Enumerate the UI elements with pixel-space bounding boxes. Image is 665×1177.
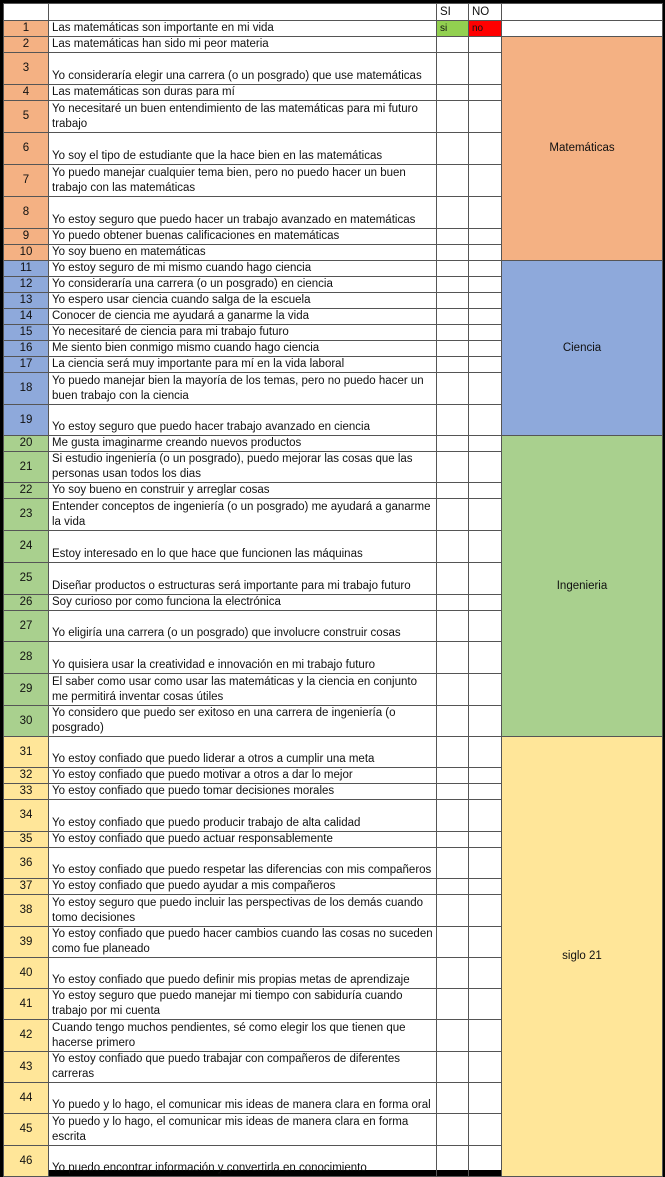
si-cell[interactable] <box>437 197 469 229</box>
item-number: 43 <box>4 1052 49 1083</box>
item-number: 3 <box>4 53 49 85</box>
item-number: 22 <box>4 483 49 499</box>
item-statement: Yo estoy seguro que puedo manejar mi tiempo con sabiduría cuando trabajo por mi cuenta <box>49 989 437 1020</box>
item-statement: Me gusta imaginarme creando nuevos productos <box>49 436 437 452</box>
no-cell[interactable] <box>469 784 502 800</box>
item-statement: Yo consideraría elegir una carrera (o un posgrado) que use matemáticas <box>49 53 437 85</box>
item-statement: Yo estoy confiado que puedo respetar las diferencias con mis compañeros <box>49 848 437 879</box>
category-ing: Ingenieria <box>502 436 663 737</box>
no-cell[interactable] <box>469 737 502 768</box>
item-number: 44 <box>4 1083 49 1114</box>
item-number: 2 <box>4 37 49 53</box>
no-cell[interactable] <box>469 499 502 531</box>
item-statement: Yo estoy confiado que puedo hacer cambios cuando las cosas no suceden como fue planeado <box>49 927 437 958</box>
no-cell[interactable] <box>469 611 502 642</box>
item-statement: Yo estoy confiado que puedo tomar decisiones morales <box>49 784 437 800</box>
item-statement: Yo puedo manejar cualquier tema bien, pero no puedo hacer un buen trabajo con las matemáticas <box>49 165 437 197</box>
no-cell[interactable] <box>469 1114 502 1146</box>
no-cell[interactable] <box>469 293 502 309</box>
table-row <box>4 21 663 37</box>
no-cell[interactable] <box>469 277 502 293</box>
item-number: 21 <box>4 452 49 483</box>
item-statement: Cuando tengo muchos pendientes, sé como elegir los que tienen que hacerse primero <box>49 1020 437 1052</box>
si-cell[interactable] <box>437 341 469 357</box>
item-statement: Entender conceptos de ingeniería (o un posgrado) me ayudará a ganarme la vida <box>49 499 437 531</box>
item-number: 12 <box>4 277 49 293</box>
si-cell[interactable] <box>437 706 469 737</box>
item-statement: Yo estoy confiado que puedo trabajar con compañeros de diferentes carreras <box>49 1052 437 1083</box>
si-cell[interactable] <box>437 800 469 832</box>
item-statement: Yo estoy confiado que puedo liderar a otros a cumplir una meta <box>49 737 437 768</box>
item-statement: Yo puedo y lo hago, el comunicar mis ideas de manera clara en forma oral <box>49 1083 437 1114</box>
category-mat: Matemáticas <box>502 37 663 261</box>
item-statement: Yo estoy confiado que puedo definir mis propias metas de aprendizaje <box>49 958 437 989</box>
no-cell[interactable] <box>469 452 502 483</box>
item-statement: La ciencia será muy importante para mí en la vida laboral <box>49 357 437 373</box>
item-number: 39 <box>4 927 49 958</box>
no-cell[interactable] <box>469 133 502 165</box>
si-cell[interactable] <box>437 832 469 848</box>
item-statement: Soy curioso por como funciona la electrónica <box>49 595 437 611</box>
item-number: 7 <box>4 165 49 197</box>
si-cell[interactable] <box>437 768 469 784</box>
item-number: 19 <box>4 405 49 436</box>
item-number: 29 <box>4 674 49 706</box>
si-cell[interactable] <box>437 133 469 165</box>
item-statement: Yo estoy seguro de mi mismo cuando hago ciencia <box>49 261 437 277</box>
item-statement: Yo estoy seguro que puedo hacer trabajo avanzado en ciencia <box>49 405 437 436</box>
si-cell[interactable] <box>437 989 469 1020</box>
si-cell[interactable] <box>437 895 469 927</box>
no-cell[interactable] <box>469 245 502 261</box>
item-number: 40 <box>4 958 49 989</box>
table-row <box>4 436 663 452</box>
item-statement: Yo necesitaré un buen entendimiento de las matemáticas para mi futuro trabajo <box>49 101 437 133</box>
no-cell[interactable] <box>469 85 502 101</box>
si-cell[interactable] <box>437 452 469 483</box>
no-cell[interactable] <box>469 1052 502 1083</box>
item-number: 11 <box>4 261 49 277</box>
item-statement: Las matemáticas son duras para mí <box>49 85 437 101</box>
no-cell[interactable] <box>469 53 502 85</box>
item-statement: Yo puedo encontrar información y convertirla en conocimiento <box>49 1146 437 1177</box>
si-header: SI <box>437 4 469 21</box>
si-cell[interactable] <box>437 229 469 245</box>
si-cell[interactable] <box>437 611 469 642</box>
si-cell[interactable] <box>437 674 469 706</box>
si-cell[interactable] <box>437 848 469 879</box>
item-statement: Si estudio ingeniería (o un posgrado), puedo mejorar las cosas que las personas usan todos los dias <box>49 452 437 483</box>
item-number: 17 <box>4 357 49 373</box>
survey-table <box>3 3 663 1177</box>
no-cell[interactable] <box>469 341 502 357</box>
si-cell[interactable] <box>437 101 469 133</box>
item-number: 27 <box>4 611 49 642</box>
no-cell[interactable] <box>469 595 502 611</box>
item-statement: Las matemáticas han sido mi peor materia <box>49 37 437 53</box>
item-number: 41 <box>4 989 49 1020</box>
no-cell[interactable] <box>469 373 502 405</box>
si-cell[interactable] <box>437 499 469 531</box>
item-number: 6 <box>4 133 49 165</box>
no-cell[interactable] <box>469 357 502 373</box>
si-cell[interactable] <box>437 37 469 53</box>
item-number: 45 <box>4 1114 49 1146</box>
no-cell[interactable] <box>469 642 502 674</box>
header-row <box>4 4 663 21</box>
item-statement: Yo estoy confiado que puedo actuar responsablemente <box>49 832 437 848</box>
si-cell[interactable]: si <box>437 21 469 37</box>
item-number: 13 <box>4 293 49 309</box>
si-cell[interactable] <box>437 595 469 611</box>
no-cell[interactable] <box>469 563 502 595</box>
si-cell[interactable] <box>437 879 469 895</box>
no-cell[interactable] <box>469 989 502 1020</box>
si-cell[interactable] <box>437 261 469 277</box>
si-cell[interactable] <box>437 165 469 197</box>
no-cell[interactable] <box>469 325 502 341</box>
si-cell[interactable] <box>437 373 469 405</box>
header-blank <box>49 4 437 21</box>
no-cell[interactable] <box>469 879 502 895</box>
item-statement: Yo puedo manejar bien la mayoría de los temas, pero no puedo hacer un buen trabajo con la ciencia <box>49 373 437 405</box>
item-number: 5 <box>4 101 49 133</box>
item-statement: Yo estoy seguro que puedo hacer un trabajo avanzado en matemáticas <box>49 197 437 229</box>
si-cell[interactable] <box>437 737 469 768</box>
item-statement: El saber como usar como usar las matemáticas y la ciencia en conjunto me permitirá inventar cosas útiles <box>49 674 437 706</box>
table-row <box>4 261 663 277</box>
item-number: 8 <box>4 197 49 229</box>
table-row <box>4 37 663 53</box>
no-cell[interactable] <box>469 895 502 927</box>
item-statement: Estoy interesado en lo que hace que funcionen las máquinas <box>49 531 437 563</box>
no-cell[interactable] <box>469 436 502 452</box>
item-statement: Yo consideraría una carrera (o un posgrado) en ciencia <box>49 277 437 293</box>
item-number: 26 <box>4 595 49 611</box>
category-cie: Ciencia <box>502 261 663 436</box>
si-cell[interactable] <box>437 1020 469 1052</box>
si-cell[interactable] <box>437 563 469 595</box>
no-cell[interactable] <box>469 261 502 277</box>
item-statement: Yo soy bueno en construir y arreglar cosas <box>49 483 437 499</box>
si-cell[interactable] <box>437 1114 469 1146</box>
no-cell[interactable] <box>469 1083 502 1114</box>
table-row <box>4 737 663 768</box>
header-blank <box>502 4 663 21</box>
si-cell[interactable] <box>437 436 469 452</box>
item-statement: Me siento bien conmigo mismo cuando hago ciencia <box>49 341 437 357</box>
no-cell[interactable] <box>469 927 502 958</box>
no-cell[interactable] <box>469 483 502 499</box>
no-cell[interactable] <box>469 229 502 245</box>
si-cell[interactable] <box>437 85 469 101</box>
no-cell[interactable]: no <box>469 21 502 37</box>
item-number: 35 <box>4 832 49 848</box>
item-statement: Yo soy el tipo de estudiante que la hace bien en las matemáticas <box>49 133 437 165</box>
no-cell[interactable] <box>469 165 502 197</box>
item-statement: Yo puedo y lo hago, el comunicar mis ideas de manera clara en forma escrita <box>49 1114 437 1146</box>
si-cell[interactable] <box>437 1083 469 1114</box>
no-cell[interactable] <box>469 706 502 737</box>
si-cell[interactable] <box>437 1146 469 1177</box>
si-cell[interactable] <box>437 531 469 563</box>
no-cell[interactable] <box>469 674 502 706</box>
item-statement: Yo espero usar ciencia cuando salga de la escuela <box>49 293 437 309</box>
header-blank <box>4 4 49 21</box>
no-cell[interactable] <box>469 197 502 229</box>
item-number: 37 <box>4 879 49 895</box>
item-number: 36 <box>4 848 49 879</box>
item-number: 25 <box>4 563 49 595</box>
si-cell[interactable] <box>437 357 469 373</box>
no-cell[interactable] <box>469 531 502 563</box>
item-statement: Las matemáticas son importante en mi vida <box>49 21 437 37</box>
si-cell[interactable] <box>437 642 469 674</box>
item-statement: Yo considero que puedo ser exitoso en una carrera de ingeniería (o posgrado) <box>49 706 437 737</box>
item-statement: Yo eligiría una carrera (o un posgrado) que involucre construir cosas <box>49 611 437 642</box>
si-cell[interactable] <box>437 405 469 436</box>
si-cell[interactable] <box>437 483 469 499</box>
item-number: 10 <box>4 245 49 261</box>
item-number: 30 <box>4 706 49 737</box>
no-cell[interactable] <box>469 800 502 832</box>
no-cell[interactable] <box>469 848 502 879</box>
no-cell[interactable] <box>469 37 502 53</box>
item-number: 24 <box>4 531 49 563</box>
si-cell[interactable] <box>437 53 469 85</box>
si-cell[interactable] <box>437 293 469 309</box>
si-cell[interactable] <box>437 325 469 341</box>
item-number: 4 <box>4 85 49 101</box>
si-cell[interactable] <box>437 309 469 325</box>
item-number: 15 <box>4 325 49 341</box>
no-cell[interactable] <box>469 309 502 325</box>
item-statement: Diseñar productos o estructuras será importante para mi trabajo futuro <box>49 563 437 595</box>
item-statement: Yo estoy confiado que puedo motivar a otros a dar lo mejor <box>49 768 437 784</box>
item-number: 16 <box>4 341 49 357</box>
si-cell[interactable] <box>437 784 469 800</box>
blank-cell <box>502 21 663 37</box>
no-header: NO <box>469 4 502 21</box>
category-sig: siglo 21 <box>502 737 663 1177</box>
no-cell[interactable] <box>469 405 502 436</box>
item-number: 33 <box>4 784 49 800</box>
item-number: 34 <box>4 800 49 832</box>
item-statement: Yo estoy seguro que puedo incluir las perspectivas de los demás cuando tomo decisiones <box>49 895 437 927</box>
no-cell[interactable] <box>469 1146 502 1177</box>
item-number: 23 <box>4 499 49 531</box>
item-number: 31 <box>4 737 49 768</box>
item-number: 42 <box>4 1020 49 1052</box>
item-statement: Yo quisiera usar la creatividad e innovación en mi trabajo futuro <box>49 642 437 674</box>
si-cell[interactable] <box>437 927 469 958</box>
si-cell[interactable] <box>437 1052 469 1083</box>
item-number: 32 <box>4 768 49 784</box>
item-statement: Conocer de ciencia me ayudará a ganarme la vida <box>49 309 437 325</box>
survey-sheet <box>3 3 662 1174</box>
no-cell[interactable] <box>469 832 502 848</box>
item-statement: Yo estoy confiado que puedo ayudar a mis compañeros <box>49 879 437 895</box>
item-statement: Yo puedo obtener buenas calificaciones en matemáticas <box>49 229 437 245</box>
si-cell[interactable] <box>437 958 469 989</box>
si-cell[interactable] <box>437 245 469 261</box>
item-number: 14 <box>4 309 49 325</box>
no-cell[interactable] <box>469 1020 502 1052</box>
si-cell[interactable] <box>437 277 469 293</box>
item-number: 28 <box>4 642 49 674</box>
no-cell[interactable] <box>469 768 502 784</box>
no-cell[interactable] <box>469 101 502 133</box>
item-number: 9 <box>4 229 49 245</box>
item-number: 18 <box>4 373 49 405</box>
item-statement: Yo soy bueno en matemáticas <box>49 245 437 261</box>
item-number: 1 <box>4 21 49 37</box>
item-number: 20 <box>4 436 49 452</box>
item-statement: Yo necesitaré de ciencia para mi trabajo futuro <box>49 325 437 341</box>
item-number: 38 <box>4 895 49 927</box>
no-cell[interactable] <box>469 958 502 989</box>
item-statement: Yo estoy confiado que puedo producir trabajo de alta calidad <box>49 800 437 832</box>
item-number: 46 <box>4 1146 49 1177</box>
